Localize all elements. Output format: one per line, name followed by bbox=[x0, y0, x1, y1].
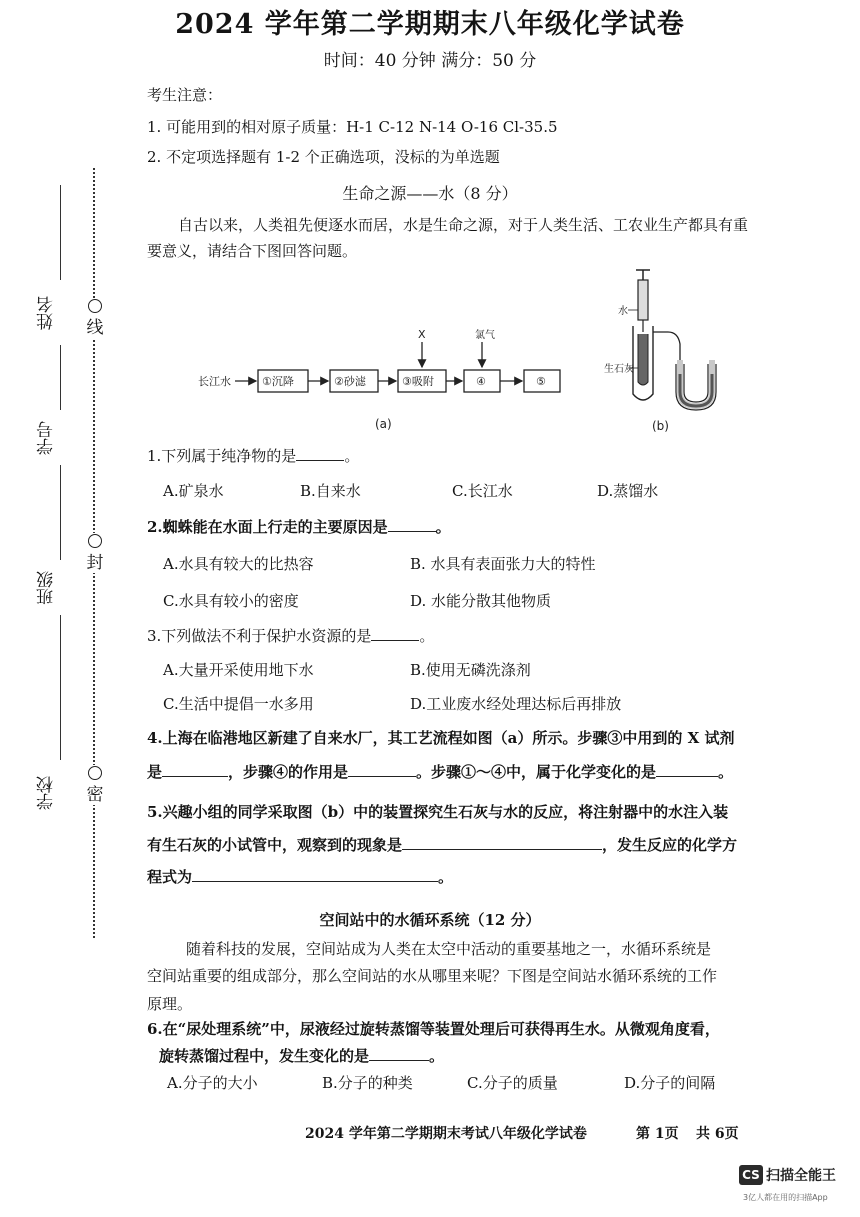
question-5-line1: 5.兴趣小组的同学采取图（b）中的装置探究生石灰与水的反应，将注射器中的水注入装 bbox=[147, 803, 729, 821]
exam-time-info: 时间：40 分钟 满分：50 分 bbox=[323, 51, 537, 71]
question-4-line1: 4.上海在临港地区新建了自来水厂，其工艺流程如图（a）所示。步骤③中用到的 X 试剂 bbox=[147, 729, 735, 747]
figure-a-flowchart bbox=[190, 318, 580, 436]
syringe bbox=[638, 280, 648, 320]
class-label: 班级 bbox=[37, 571, 57, 605]
flow-step-2: ②砂滤 bbox=[334, 375, 366, 388]
q1-option-a[interactable]: A.矿泉水 bbox=[163, 482, 224, 500]
scanner-name: 扫描全能王 bbox=[766, 1167, 836, 1184]
question-1: 1.下列属于纯净物的是 。 bbox=[147, 447, 360, 465]
question-6-line1: 6.在“尿处理系统”中，尿液经过旋转蒸馏等装置处理后可获得再生水。从微观角度看， bbox=[147, 1020, 720, 1038]
q6-option-b[interactable]: B.分子的种类 bbox=[322, 1074, 413, 1092]
notes-line-1: 1. 可能用到的相对原子质量：H-1 C-12 N-14 O-16 Cl-35.5 bbox=[147, 118, 558, 136]
question-3: 3.下列做法不利于保护水资源的是 。 bbox=[147, 627, 435, 645]
flow-step-1: ①沉降 bbox=[262, 375, 294, 388]
school-label: 学校 bbox=[37, 776, 57, 810]
q2-option-b[interactable]: B. 水具有表面张力大的特性 bbox=[410, 555, 596, 573]
camscanner-icon: CS bbox=[739, 1165, 763, 1185]
section1-title: 生命之源——水（8 分） bbox=[342, 184, 518, 203]
notes-line-2: 2. 不定项选择题有 1-2 个正确选项，没标的为单选题 bbox=[147, 148, 500, 166]
school-blank-line bbox=[60, 615, 61, 760]
question-5-line3: 程式为 。 bbox=[147, 868, 454, 886]
q1-option-c[interactable]: C.长江水 bbox=[452, 482, 513, 500]
section1-intro-line1: 自古以来，人类祖先便逐水而居，水是生命之源，对于人类生活、工农业生产都具有重 bbox=[178, 216, 749, 234]
answer-blank-equation[interactable] bbox=[192, 867, 438, 882]
circle-icon bbox=[88, 766, 102, 780]
footer-title: 2024 学年第二学期期末考试八年级化学试卷 bbox=[305, 1126, 587, 1142]
water-label: 水 bbox=[618, 306, 628, 317]
scanner-logo bbox=[739, 1164, 836, 1185]
secret-mark: 密 bbox=[84, 765, 106, 805]
question-2: 2.蜘蛛能在水面上行走的主要原因是 。 bbox=[147, 518, 451, 536]
u-tube-liquid bbox=[680, 374, 712, 406]
q6-option-c[interactable]: C.分子的质量 bbox=[467, 1074, 558, 1092]
question-4-line2: 是 ，步骤④的作用是 。步骤①～④中，属于化学变化的是 。 bbox=[147, 763, 734, 781]
section1-intro-line2: 要意义，请结合下图回答问题。 bbox=[147, 242, 358, 260]
answer-blank[interactable] bbox=[371, 626, 419, 641]
answer-blank[interactable] bbox=[369, 1046, 429, 1061]
section2-intro-line2: 空间站重要的组成部分，那么空间站的水从哪里来呢？下图是空间站水循环系统的工作 bbox=[147, 967, 718, 985]
line-mark: 线 bbox=[84, 298, 106, 338]
circle-icon bbox=[88, 299, 102, 313]
u-tube bbox=[680, 360, 712, 406]
flow-step-3: ③吸附 bbox=[402, 375, 434, 388]
class-blank-line bbox=[60, 465, 61, 560]
answer-blank-phenomenon[interactable] bbox=[402, 835, 602, 850]
q2-option-c[interactable]: C.水具有较小的密度 bbox=[163, 592, 299, 610]
q3-option-c[interactable]: C.生活中提倡一水多用 bbox=[163, 695, 314, 713]
question-5-line2: 有生石灰的小试管中，观察到的现象是 ，发生反应的化学方 bbox=[147, 836, 738, 854]
flow-input-gas: 氯气 bbox=[475, 330, 495, 341]
footer-total: 共 6页 bbox=[696, 1126, 739, 1142]
flow-source-label: 长江水 bbox=[198, 375, 231, 388]
q6-option-a[interactable]: A.分子的大小 bbox=[167, 1074, 258, 1092]
q2-option-a[interactable]: A.水具有较大的比热容 bbox=[163, 555, 314, 573]
seal-mark: 封 bbox=[84, 533, 106, 573]
section2-title: 空间站中的水循环系统（12 分） bbox=[319, 911, 541, 929]
number-blank-line bbox=[60, 345, 61, 410]
page-title: 2024 学年第二学期期末八年级化学试卷 bbox=[175, 9, 685, 36]
figure-a-caption: (a) bbox=[375, 417, 392, 431]
flow-step-4: ④ bbox=[476, 375, 486, 388]
inner-test-tube bbox=[638, 334, 648, 385]
lime-label: 生石灰 bbox=[604, 364, 634, 375]
name-label: 姓名 bbox=[37, 296, 57, 330]
section2-intro-line3: 原理。 bbox=[147, 995, 193, 1013]
q6-option-d[interactable]: D.分子的间隔 bbox=[624, 1074, 716, 1092]
answer-blank[interactable] bbox=[296, 446, 344, 461]
figure-b-apparatus bbox=[600, 264, 730, 436]
q1-option-b[interactable]: B.自来水 bbox=[300, 482, 361, 500]
flow-step-5: ⑤ bbox=[536, 375, 546, 388]
q3-option-d[interactable]: D.工业废水经处理达标后再排放 bbox=[410, 695, 622, 713]
question-6-line2: 旋转蒸馏过程中，发生变化的是 。 bbox=[159, 1047, 445, 1065]
q3-option-b[interactable]: B.使用无磷洗涤剂 bbox=[410, 661, 531, 679]
scanner-tagline: 3亿人都在用的扫描App bbox=[743, 1193, 828, 1202]
section2-intro-line1: 随着科技的发展，空间站成为人类在太空中活动的重要基地之一，水循环系统是 bbox=[186, 940, 712, 958]
figure-b-caption: (b) bbox=[652, 419, 669, 433]
q2-option-d[interactable]: D. 水能分散其他物质 bbox=[410, 592, 552, 610]
notes-heading: 考生注意： bbox=[147, 86, 223, 104]
q1-option-d[interactable]: D.蒸馏水 bbox=[597, 482, 659, 500]
footer-page: 第 1页 bbox=[636, 1126, 679, 1142]
answer-blank[interactable] bbox=[388, 517, 436, 532]
q3-option-a[interactable]: A.大量开采使用地下水 bbox=[163, 661, 314, 679]
circle-icon bbox=[88, 534, 102, 548]
answer-blank-x-reagent[interactable] bbox=[162, 762, 228, 777]
flow-input-x: X bbox=[418, 328, 426, 341]
number-label: 学号 bbox=[37, 421, 57, 455]
answer-blank-step4-purpose[interactable] bbox=[348, 762, 416, 777]
answer-blank-chemical-change[interactable] bbox=[656, 762, 718, 777]
